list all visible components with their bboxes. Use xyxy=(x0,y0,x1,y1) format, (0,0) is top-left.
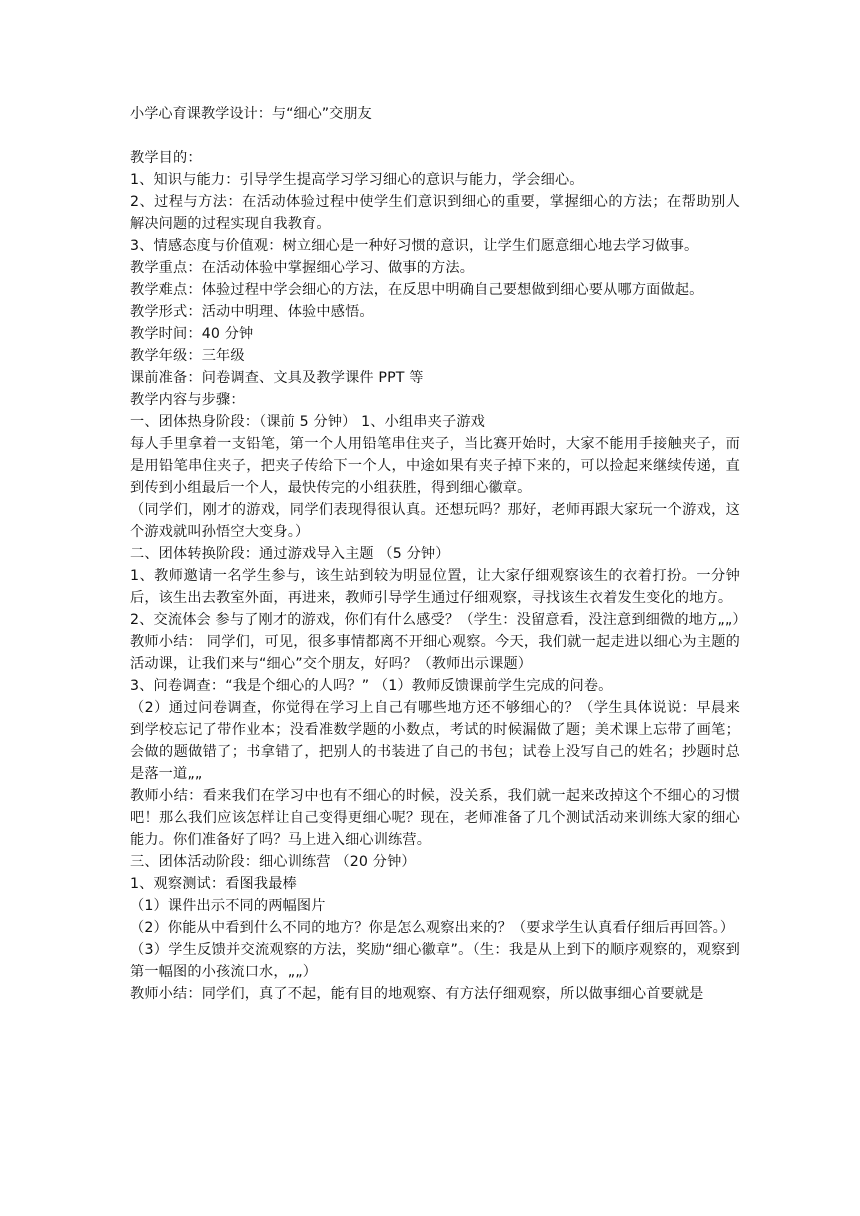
paragraph: （同学们，刚才的游戏，同学们表现得很认真。还想玩吗？那好，老师再跟大家玩一个游戏，这个游戏就叫孙悟空大变身。） xyxy=(130,502,740,540)
paragraph: 每人手里拿着一支铅笔，第一个人用铅笔串住夹子，当比赛开始时，大家不能用手接触夹子，而是用铅笔串住夹子，把夹子传给下一个人，中途如果有夹子掉下来的，可以捡起来继续传递，直到传到小组最后一个人，最快传完的小组获胜，得到细心徽章。 xyxy=(130,436,740,496)
paragraph: 教学难点：体验过程中学会细心的方法，在反思中明确自己要想做到细心要从哪方面做起。 xyxy=(130,282,704,298)
paragraph: 3、问卷调查：“我是个细心的人吗？” （1）教师反馈课前学生完成的问卷。 xyxy=(130,678,613,694)
paragraph: 2、交流体会 参与了刚才的游戏，你们有什么感受？（学生：没留意看，没注意到细微的地方„„） xyxy=(130,612,747,628)
paragraph: 三、团体活动阶段：细心训练营 （20 分钟） xyxy=(130,854,416,870)
paragraph: 1、知识与能力：引导学生提高学习学习细心的意识与能力，学会细心。 xyxy=(130,172,584,188)
document-body xyxy=(130,147,747,1005)
paragraph: （1）课件出示不同的两幅图片 xyxy=(130,898,326,914)
document-page xyxy=(130,103,747,1005)
paragraph: 3、情感态度与价值观：树立细心是一种好习惯的意识，让学生们愿意细心地去学习做事。 xyxy=(130,238,699,254)
paragraph: （2）通过问卷调查，你觉得在学习上自己有哪些地方还不够细心的？（学生具体说说：早晨来到学校忘记了带作业本；没看准数学题的小数点，考试的时候漏做了题；美术课上忘带了画笔；会做的题做错了；书拿错了，把别人的书装进了自己的书包；试卷上没写自己的姓名；抄题时总是落一道„„ xyxy=(130,700,740,782)
paragraph: 教学时间：40 分钟 xyxy=(130,326,254,342)
paragraph: 1、观察测试：看图我最棒 xyxy=(130,876,297,892)
paragraph: 二、团体转换阶段：通过游戏导入主题 （5 分钟） xyxy=(130,546,450,562)
paragraph: 教师小结： 同学们，可见，很多事情都离不开细心观察。今天，我们就一起走进以细心为主题的活动课，让我们来与“细心”交个朋友，好吗？（教师出示课题） xyxy=(130,634,740,672)
paragraph: 教学内容与步骤： xyxy=(130,392,245,408)
paragraph: （3）学生反馈并交流观察的方法，奖励“细心徽章”。（生：我是从上到下的顺序观察的，观察到第一幅图的小孩流口水，„„） xyxy=(130,942,740,980)
paragraph: 教学形式：活动中明理、体验中感悟。 xyxy=(130,304,374,320)
paragraph: 教学年级：三年级 xyxy=(130,348,245,364)
paragraph: （2）你能从中看到什么不同的地方？你是怎么观察出来的？（要求学生认真看仔细后再回答。） xyxy=(130,920,735,936)
paragraph: 教师小结：看来我们在学习中也有不细心的时候，没关系，我们就一起来改掉这个不细心的习惯吧！那么我们应该怎样让自己变得更细心呢？现在，老师准备了几个测试活动来训练大家的细心能力。你们准备好了吗？马上进入细心训练营。 xyxy=(130,788,740,848)
paragraph: 1、教师邀请一名学生参与，该生站到较为明显位置，让大家仔细观察该生的衣着打扮。一分钟后，该生出去教室外面，再进来，教师引导学生通过仔细观察，寻找该生衣着发生变化的地方。 xyxy=(130,568,740,606)
document-title: 小学心育课教学设计：与“细心”交朋友 xyxy=(130,106,372,122)
paragraph: 课前准备：问卷调查、文具及教学课件 PPT 等 xyxy=(130,370,424,386)
paragraph: 教学重点：在活动体验中掌握细心学习、做事的方法。 xyxy=(130,260,475,276)
paragraph: 一、团体热身阶段：（课前 5 分钟） 1、小组串夹子游戏 xyxy=(130,414,485,430)
paragraph: 教师小结：同学们，真了不起，能有目的地观察、有方法仔细观察，所以做事细心首要就是 xyxy=(130,986,704,1002)
paragraph: 2、过程与方法：在活动体验过程中使学生们意识到细心的重要，掌握细心的方法；在帮助别人解决问题的过程实现自我教育。 xyxy=(130,194,740,232)
paragraph: 教学目的： xyxy=(130,150,202,166)
